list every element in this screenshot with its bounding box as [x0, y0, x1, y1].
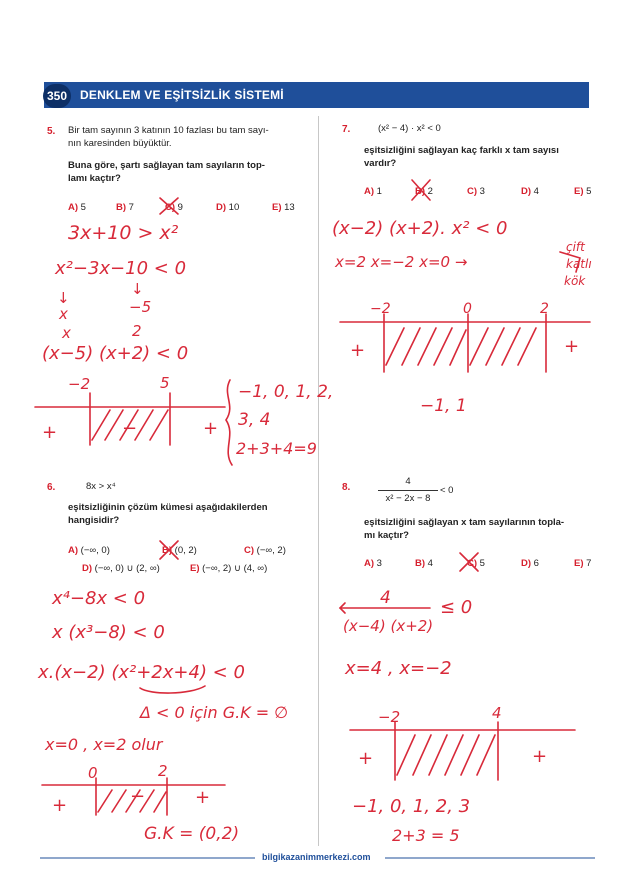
footer-website[interactable]: bilgikazanimmerkezi.com: [262, 852, 371, 862]
handwritten-line: −1, 1: [420, 396, 467, 416]
handwritten-line: ↓: [131, 280, 144, 298]
fraction-relation: < 0: [440, 485, 454, 496]
option-e[interactable]: E) 7: [574, 558, 592, 569]
number-label: 0: [463, 301, 472, 317]
brace: [226, 380, 232, 465]
handwritten-line: x: [59, 305, 68, 323]
handwritten-line: 3, 4: [238, 410, 271, 430]
handwritten-line: −1, 0, 1, 2, 3: [352, 796, 471, 817]
handwritten-line: x=2 x=−2 x=0 →: [335, 253, 468, 271]
handwritten-line: Δ < 0 için G.K = ∅: [140, 703, 289, 722]
handwritten-line: −1, 0, 1, 2,: [238, 382, 334, 402]
number-label: −2: [68, 375, 91, 393]
question-number: 8.: [342, 482, 351, 493]
handwritten-line: 2+3+4=9: [236, 439, 317, 458]
number-label: −2: [378, 708, 401, 726]
handwritten-line: x=4 , x=−2: [345, 658, 452, 679]
sign-label: +: [350, 340, 366, 361]
sign-label: −: [122, 418, 138, 439]
handwritten-line: (x−2) (x+2). x² < 0: [332, 218, 508, 239]
prompt-line: vardır?: [364, 158, 397, 169]
question-expression: (x² − 4) · x² < 0: [378, 123, 441, 134]
question-number: 7.: [342, 124, 351, 135]
sign-label: +: [42, 422, 58, 443]
option-d[interactable]: D) 6: [521, 558, 539, 569]
q7-hatching: [386, 328, 536, 365]
answer-mark: [460, 553, 478, 571]
prompt-line: eşitsizliğini sağlayan x tam sayılarının topla-: [364, 517, 565, 528]
fraction-numerator: 4: [405, 476, 411, 487]
number-label: 2: [158, 762, 168, 780]
prompt-line: hangisidir?: [68, 515, 120, 526]
stem-line: Bir tam sayının 3 katının 10 fazlası bu tam sayı-: [68, 125, 269, 136]
handwritten-line: (x−4) (x+2): [343, 617, 434, 635]
handwritten-line: G.K = (0,2): [144, 824, 240, 844]
handwritten-line: −5: [129, 298, 152, 316]
answer-mark: [160, 198, 178, 214]
number-label: 5: [160, 374, 170, 392]
option-d[interactable]: D) (−∞, 0) ∪ (2, ∞): [82, 563, 160, 574]
handwritten-line: 2+3 = 5: [392, 826, 460, 845]
question-number: 5.: [47, 126, 56, 137]
number-label: 0: [88, 764, 98, 782]
prompt-line: eşitsizliğinin çözüm kümesi aşağıdakilerden: [68, 502, 268, 513]
handwritten-line: 2: [132, 322, 142, 340]
option-d[interactable]: D) 10: [216, 202, 240, 213]
answer-mark: [160, 541, 178, 559]
sign-label: +: [195, 787, 211, 808]
handwritten-line: x²−3x−10 < 0: [55, 258, 187, 279]
option-a[interactable]: A) (−∞, 0): [68, 545, 110, 556]
option-c[interactable]: C) (−∞, 2): [244, 545, 286, 556]
sign-label: +: [203, 418, 219, 439]
handwritten-note: katlı: [566, 257, 592, 271]
handwritten-line: (x−5) (x+2) < 0: [42, 343, 189, 364]
handwritten-line: x=0 , x=2 olur: [45, 735, 163, 754]
question-expression: 8x > x⁴: [86, 481, 116, 492]
option-c[interactable]: C) 5: [467, 558, 485, 569]
fraction-denominator: x² − 2x − 8: [385, 493, 431, 504]
number-label: −2: [370, 301, 391, 317]
option-e[interactable]: E) 5: [574, 186, 592, 197]
prompt-line: Buna göre, şartı sağlayan tam sayıların top-: [68, 160, 265, 171]
handwritten-line: x: [62, 324, 71, 342]
question-number: 6.: [47, 482, 56, 493]
page-number: 350: [43, 84, 71, 108]
handwritten-note: çift: [566, 240, 585, 254]
handwritten-note: kök: [564, 274, 586, 288]
option-b[interactable]: B) 7: [116, 202, 134, 213]
option-a[interactable]: A) 5: [68, 202, 86, 213]
option-b[interactable]: B) 2: [415, 186, 433, 197]
option-e[interactable]: E) 13: [272, 202, 295, 213]
option-b[interactable]: B) (0, 2): [162, 545, 197, 556]
option-e[interactable]: E) (−∞, 2) ∪ (4, ∞): [190, 563, 268, 574]
handwritten-line: x⁴−8x < 0: [52, 588, 146, 609]
number-label: 4: [492, 704, 502, 722]
handwritten-line: ↓: [57, 289, 70, 307]
option-c[interactable]: C) 9: [165, 202, 183, 213]
handwritten-line: ≤ 0: [440, 597, 473, 618]
sign-label: +: [52, 795, 68, 816]
number-label: 2: [540, 301, 549, 317]
option-c[interactable]: C) 3: [467, 186, 485, 197]
option-d[interactable]: D) 4: [521, 186, 539, 197]
option-a[interactable]: A) 1: [364, 186, 382, 197]
answer-mark: [412, 180, 430, 200]
chapter-title: DENKLEM VE EŞİTSİZLİK SİSTEMİ: [80, 88, 284, 102]
sign-label: +: [358, 748, 374, 769]
option-a[interactable]: A) 3: [364, 558, 382, 569]
handwritten-line: 4: [380, 588, 391, 608]
prompt-line: eşitsizliğini sağlayan kaç farklı x tam sayısı: [364, 145, 559, 156]
option-b[interactable]: B) 4: [415, 558, 433, 569]
handwritten-line: 3x+10 > x²: [68, 222, 179, 244]
handwritten-line: x.(x−2) (x²+2x+4) < 0: [38, 662, 245, 683]
sign-label: +: [532, 746, 548, 767]
sign-label: +: [564, 336, 580, 357]
prompt-line: mı kaçtır?: [364, 530, 409, 541]
stem-line: nın karesinden büyüktür.: [68, 138, 172, 149]
sign-label: −: [130, 786, 146, 807]
q8-hatching: [397, 735, 495, 775]
handwritten-line: x (x³−8) < 0: [52, 622, 165, 643]
prompt-line: lamı kaçtır?: [68, 173, 121, 184]
